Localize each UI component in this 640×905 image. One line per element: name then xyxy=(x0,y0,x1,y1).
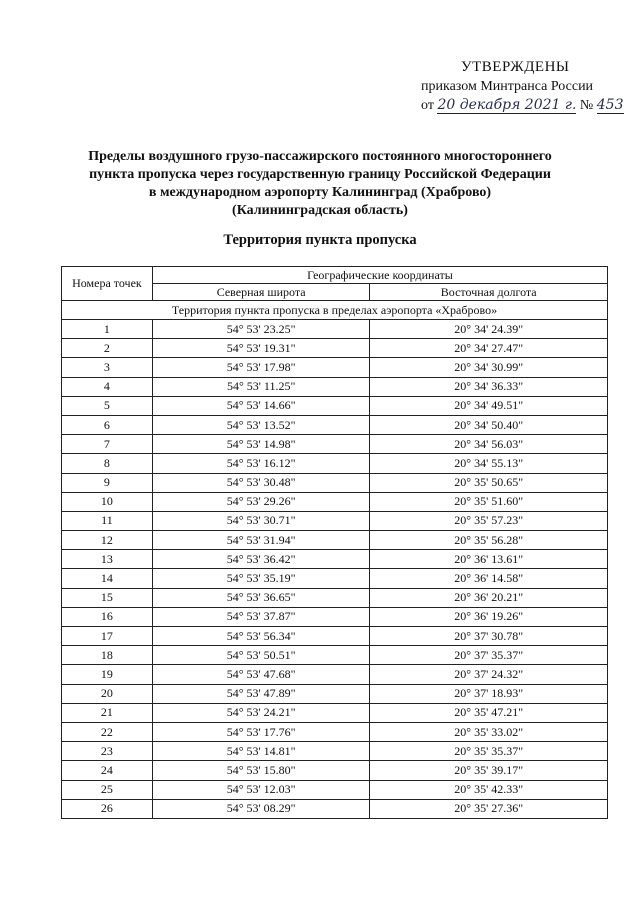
table-row xyxy=(62,761,608,780)
latitude-cell: 54° 53' 17.76" xyxy=(152,722,370,741)
longitude-cell: 20° 35' 27.36" xyxy=(370,799,608,818)
table-section-row: Территория пункта пропуска в пределах аэропорта «Храброво» xyxy=(62,301,608,320)
longitude-cell: 20° 34' 50.40" xyxy=(370,415,608,434)
coordinates-table xyxy=(61,266,608,819)
table-row xyxy=(62,799,608,818)
table-row xyxy=(62,550,608,569)
longitude-cell: 20° 35' 50.65" xyxy=(370,473,608,492)
latitude-cell: 54° 53' 31.94" xyxy=(152,531,370,550)
longitude-cell: 20° 35' 57.23" xyxy=(370,511,608,530)
point-number-cell: 25 xyxy=(62,780,153,799)
table-row xyxy=(62,646,608,665)
section-subtitle: Территория пункта пропуска xyxy=(223,232,417,248)
approval-date-handwritten: 20 декабря 2021 г. xyxy=(437,97,577,113)
table-row xyxy=(62,665,608,684)
approval-date-line xyxy=(421,96,624,115)
longitude-cell: 20° 35' 51.60" xyxy=(370,492,608,511)
approval-heading: УТВЕРЖДЕНЫ xyxy=(461,59,570,75)
longitude-cell: 20° 34' 49.51" xyxy=(370,396,608,415)
latitude-cell: 54° 53' 15.80" xyxy=(152,761,370,780)
header-point-numbers: Номера точек xyxy=(62,267,153,301)
longitude-cell: 20° 35' 42.33" xyxy=(370,780,608,799)
point-number-cell: 18 xyxy=(62,646,153,665)
longitude-cell: 20° 37' 24.32" xyxy=(370,665,608,684)
table-row xyxy=(62,780,608,799)
title-line-1: Пределы воздушного грузо-пассажирского постоянного многостороннего xyxy=(88,149,552,164)
latitude-cell: 54° 53' 30.71" xyxy=(152,511,370,530)
header-geo-coordinates: Географические координаты xyxy=(152,267,607,284)
latitude-cell: 54° 53' 50.51" xyxy=(152,646,370,665)
table-row xyxy=(62,435,608,454)
longitude-cell: 20° 35' 47.21" xyxy=(370,703,608,722)
point-number-cell: 23 xyxy=(62,742,153,761)
table-row xyxy=(62,358,608,377)
longitude-cell: 20° 37' 18.93" xyxy=(370,684,608,703)
latitude-cell: 54° 53' 14.81" xyxy=(152,742,370,761)
latitude-cell: 54° 53' 24.21" xyxy=(152,703,370,722)
table-row xyxy=(62,588,608,607)
point-number-cell: 21 xyxy=(62,703,153,722)
point-number-cell: 5 xyxy=(62,396,153,415)
longitude-cell: 20° 34' 30.99" xyxy=(370,358,608,377)
point-number-cell: 19 xyxy=(62,665,153,684)
point-number-cell: 14 xyxy=(62,569,153,588)
longitude-cell: 20° 34' 27.47" xyxy=(370,339,608,358)
point-number-cell: 17 xyxy=(62,627,153,646)
point-number-cell: 13 xyxy=(62,550,153,569)
header-latitude: Северная широта xyxy=(152,284,370,301)
table-row xyxy=(62,703,608,722)
longitude-cell: 20° 34' 56.03" xyxy=(370,435,608,454)
table-row xyxy=(62,339,608,358)
latitude-cell: 54° 53' 13.52" xyxy=(152,415,370,434)
latitude-cell: 54° 53' 47.68" xyxy=(152,665,370,684)
point-number-cell: 20 xyxy=(62,684,153,703)
table-row xyxy=(62,607,608,626)
longitude-cell: 20° 35' 56.28" xyxy=(370,531,608,550)
latitude-cell: 54° 53' 56.34" xyxy=(152,627,370,646)
point-number-cell: 11 xyxy=(62,511,153,530)
longitude-cell: 20° 36' 13.61" xyxy=(370,550,608,569)
table-row xyxy=(62,722,608,741)
table-row xyxy=(62,454,608,473)
longitude-cell: 20° 36' 20.21" xyxy=(370,588,608,607)
approval-block xyxy=(421,58,624,115)
title-line-4: (Калининградская область) xyxy=(232,203,408,218)
point-number-cell: 16 xyxy=(62,607,153,626)
latitude-cell: 54° 53' 11.25" xyxy=(152,377,370,396)
point-number-cell: 7 xyxy=(62,435,153,454)
latitude-cell: 54° 53' 08.29" xyxy=(152,799,370,818)
table-body xyxy=(62,301,608,819)
latitude-cell: 54° 53' 36.65" xyxy=(152,588,370,607)
title-line-2: пункта пропуска через государственную границу Российской Федерации xyxy=(89,167,551,182)
point-number-cell: 22 xyxy=(62,722,153,741)
title-line-3: в международном аэропорту Калининград (Храброво) xyxy=(148,185,492,200)
latitude-cell: 54° 53' 17.98" xyxy=(152,358,370,377)
longitude-cell: 20° 35' 33.02" xyxy=(370,722,608,741)
table-row xyxy=(62,569,608,588)
latitude-cell: 54° 53' 12.03" xyxy=(152,780,370,799)
table-row xyxy=(62,531,608,550)
table-row xyxy=(62,627,608,646)
table-row xyxy=(62,511,608,530)
point-number-cell: 1 xyxy=(62,320,153,339)
approval-order-line: приказом Минтранса России xyxy=(421,79,594,94)
latitude-cell: 54° 53' 47.89" xyxy=(152,684,370,703)
longitude-cell: 20° 35' 35.37" xyxy=(370,742,608,761)
point-number-cell: 6 xyxy=(62,415,153,434)
latitude-cell: 54° 53' 14.66" xyxy=(152,396,370,415)
point-number-cell: 9 xyxy=(62,473,153,492)
table-row xyxy=(62,684,608,703)
table-row xyxy=(62,320,608,339)
point-number-cell: 8 xyxy=(62,454,153,473)
latitude-cell: 54° 53' 29.26" xyxy=(152,492,370,511)
approval-number-prefix: № xyxy=(579,98,594,113)
point-number-cell: 4 xyxy=(62,377,153,396)
longitude-cell: 20° 34' 55.13" xyxy=(370,454,608,473)
latitude-cell: 54° 53' 23.25" xyxy=(152,320,370,339)
latitude-cell: 54° 53' 37.87" xyxy=(152,607,370,626)
table-row xyxy=(62,377,608,396)
latitude-cell: 54° 53' 35.19" xyxy=(152,569,370,588)
point-number-cell: 24 xyxy=(62,761,153,780)
table-row xyxy=(62,473,608,492)
longitude-cell: 20° 34' 36.33" xyxy=(370,377,608,396)
point-number-cell: 10 xyxy=(62,492,153,511)
latitude-cell: 54° 53' 16.12" xyxy=(152,454,370,473)
document-title xyxy=(60,148,580,220)
latitude-cell: 54° 53' 30.48" xyxy=(152,473,370,492)
point-number-cell: 3 xyxy=(62,358,153,377)
longitude-cell: 20° 37' 30.78" xyxy=(370,627,608,646)
table-row xyxy=(62,396,608,415)
longitude-cell: 20° 34' 24.39" xyxy=(370,320,608,339)
latitude-cell: 54° 53' 19.31" xyxy=(152,339,370,358)
longitude-cell: 20° 37' 35.37" xyxy=(370,646,608,665)
point-number-cell: 12 xyxy=(62,531,153,550)
point-number-cell: 2 xyxy=(62,339,153,358)
longitude-cell: 20° 36' 19.26" xyxy=(370,607,608,626)
latitude-cell: 54° 53' 36.42" xyxy=(152,550,370,569)
table-row xyxy=(62,742,608,761)
table-row xyxy=(62,492,608,511)
latitude-cell: 54° 53' 14.98" xyxy=(152,435,370,454)
approval-from-prefix: от xyxy=(421,98,434,113)
point-number-cell: 15 xyxy=(62,588,153,607)
longitude-cell: 20° 35' 39.17" xyxy=(370,761,608,780)
header-longitude: Восточная долгота xyxy=(370,284,608,301)
point-number-cell: 26 xyxy=(62,799,153,818)
table-row xyxy=(62,415,608,434)
longitude-cell: 20° 36' 14.58" xyxy=(370,569,608,588)
approval-number-handwritten: 453 xyxy=(596,97,624,113)
